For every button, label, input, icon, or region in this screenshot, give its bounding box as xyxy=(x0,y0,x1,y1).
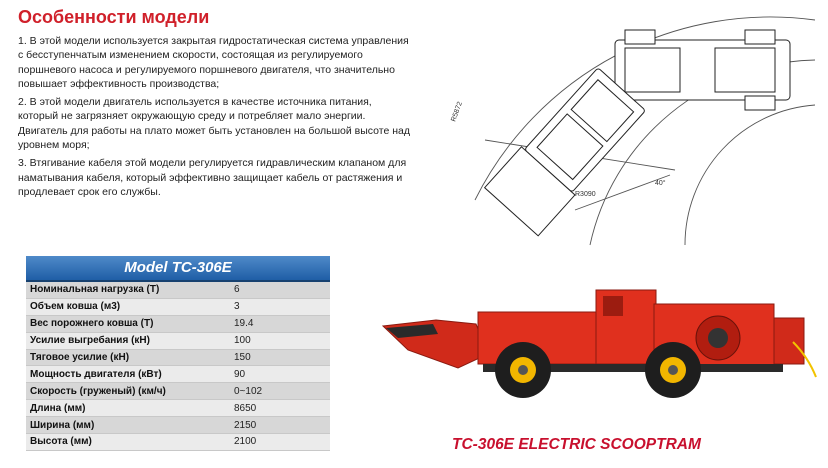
spec-row xyxy=(26,332,330,349)
spec-label: Высота (мм) xyxy=(26,434,230,451)
spec-label: Ширина (мм) xyxy=(26,417,230,434)
turning-radius-drawing xyxy=(415,0,828,250)
spec-value: 0~102 xyxy=(230,383,330,400)
spec-value: 3 xyxy=(230,298,330,315)
spec-label: Номинальная нагрузка (Т) xyxy=(26,282,230,298)
spec-row xyxy=(26,366,330,383)
spec-value: 8650 xyxy=(230,400,330,417)
spec-value: 6 xyxy=(230,282,330,298)
spec-value: 150 xyxy=(230,349,330,366)
features-list xyxy=(18,34,413,203)
spec-value: 2100 xyxy=(230,434,330,451)
spec-row xyxy=(26,383,330,400)
spec-row xyxy=(26,315,330,332)
spec-row xyxy=(26,434,330,451)
spec-label: Длина (мм) xyxy=(26,400,230,417)
scooptram-image xyxy=(378,282,818,402)
spec-label: Усилие выгребания (кН) xyxy=(26,332,230,349)
spec-row xyxy=(26,282,330,298)
page-title: Особенности модели xyxy=(18,7,210,27)
spec-value: 90 xyxy=(230,366,330,383)
spec-row xyxy=(26,349,330,366)
spec-label: Мощность двигателя (кВт) xyxy=(26,366,230,383)
feature-item-1: 1. В этой модели используется закрытая гидростатическая система управления с бесступенчатым изменением скорости, состоящая из регулируемого поршневого насоса и регулируемого поршневого двигателя, что значительно повышает эффективность производства; xyxy=(18,35,409,90)
spec-table-header: Model TC-306E xyxy=(26,256,330,282)
product-caption: TC-306E ELECTRIC SCOOPTRAM xyxy=(452,436,701,453)
spec-label: Объем ковша (м3) xyxy=(26,298,230,315)
spec-row xyxy=(26,400,330,417)
spec-table xyxy=(26,282,330,451)
outer-radius-label: R5872 xyxy=(450,100,464,123)
spec-row xyxy=(26,298,330,315)
spec-label: Тяговое усилие (кН) xyxy=(26,349,230,366)
feature-item-3: 3. Втягивание кабеля этой модели регулируется гидравлическим клапаном для наматывания кабеля, который эффективно защищает кабель от растяжения и продлевает срок его службы. xyxy=(18,157,407,198)
spec-value: 100 xyxy=(230,332,330,349)
feature-item-2: 2. В этой модели двигатель используется в качестве источника питания, который не загрязняет окружающую среду и потребляет мало энергии. Двигатель для работы на плато может быть установлен на большой высоте над уровнем моря; xyxy=(18,96,410,152)
angle-label: 40° xyxy=(655,180,666,187)
spec-value: 2150 xyxy=(230,417,330,434)
spec-row xyxy=(26,417,330,434)
inner-radius-label: R3090 xyxy=(575,191,596,198)
spec-label: Вес порожнего ковша (Т) xyxy=(26,315,230,332)
spec-value: 19.4 xyxy=(230,315,330,332)
spec-label: Скорость (груженый) (км/ч) xyxy=(26,383,230,400)
